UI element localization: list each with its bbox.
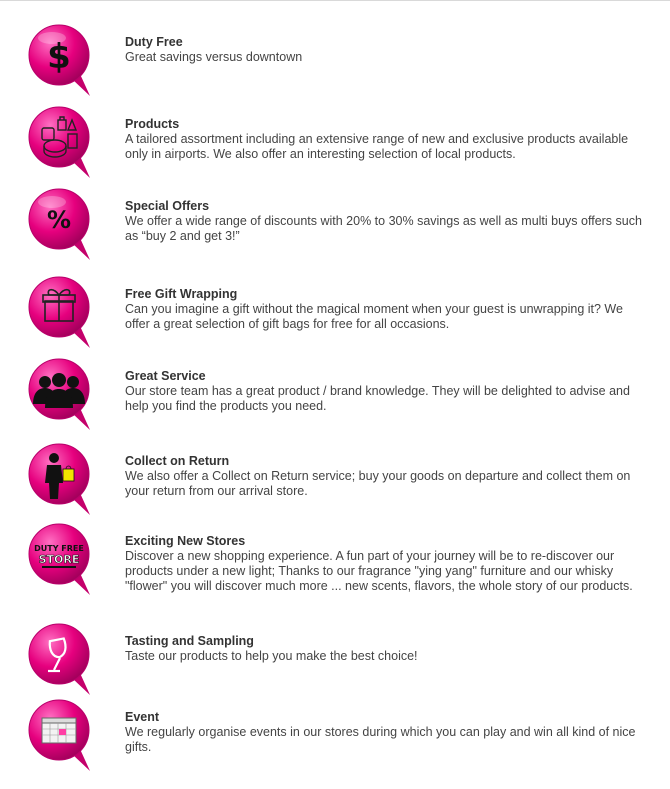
feature-description: Our store team has a great product / brand knowledge. They will be delighted to advise and help you find the products you need. [125,384,630,413]
calendar-icon [28,699,90,771]
people-icon [28,358,90,430]
feature-title: Duty Free [125,35,183,49]
svg-text:%: % [46,206,72,234]
feature-title: Event [125,710,160,724]
feature-description: A tailored assortment including an extensive range of new and exclusive products available only in airports. We also offer an interesting selection of local products. [125,132,629,161]
dollar-icon [28,24,90,96]
logo-line1: DUTY FREE [34,544,84,553]
logo-line2: STORE [38,553,80,566]
feature-title: Exciting New Stores [125,534,246,548]
feature-description: We offer a wide range of discounts with 20% to 30% savings as well as multi buys offers such as “buy 2 and get 3!” [125,214,642,243]
duty-free-store-logo [28,523,90,595]
feature-title: Collect on Return [125,454,230,468]
svg-text:$: $ [47,37,71,77]
shopping-bag-person-icon [28,443,90,515]
feature-title: Free Gift Wrapping [125,287,238,301]
feature-description: Can you imagine a gift without the magical moment when your guest is unwrapping it? We offer a great selection of gift bags for free for all occasions. [125,302,623,331]
feature-title: Products [125,117,180,131]
products-icon [28,106,90,178]
feature-title: Tasting and Sampling [125,634,254,648]
feature-description: We regularly organise events in our stores during which you can play and win all kind of nice gifts. [125,725,636,754]
percent-icon [28,188,90,260]
feature-title: Great Service [125,369,206,383]
gift-icon [28,276,90,348]
feature-description: We also offer a Collect on Return service; buy your goods on departure and collect them on your return from our arrival store. [125,469,631,498]
feature-description: Discover a new shopping experience. A fun part of your journey will be to re-discover our products under a new light; Thanks to our fragrance "ying yang" furniture and our whisky "flower" you will discover much more ... new scents, flavors, the whole story of our products. [125,549,633,593]
feature-description: Taste our products to help you make the best choice! [125,649,418,663]
feature-description: Great savings versus downtown [125,50,303,64]
top-divider [0,0,670,1]
wine-glass-icon [28,623,90,695]
feature-title: Special Offers [125,199,210,213]
